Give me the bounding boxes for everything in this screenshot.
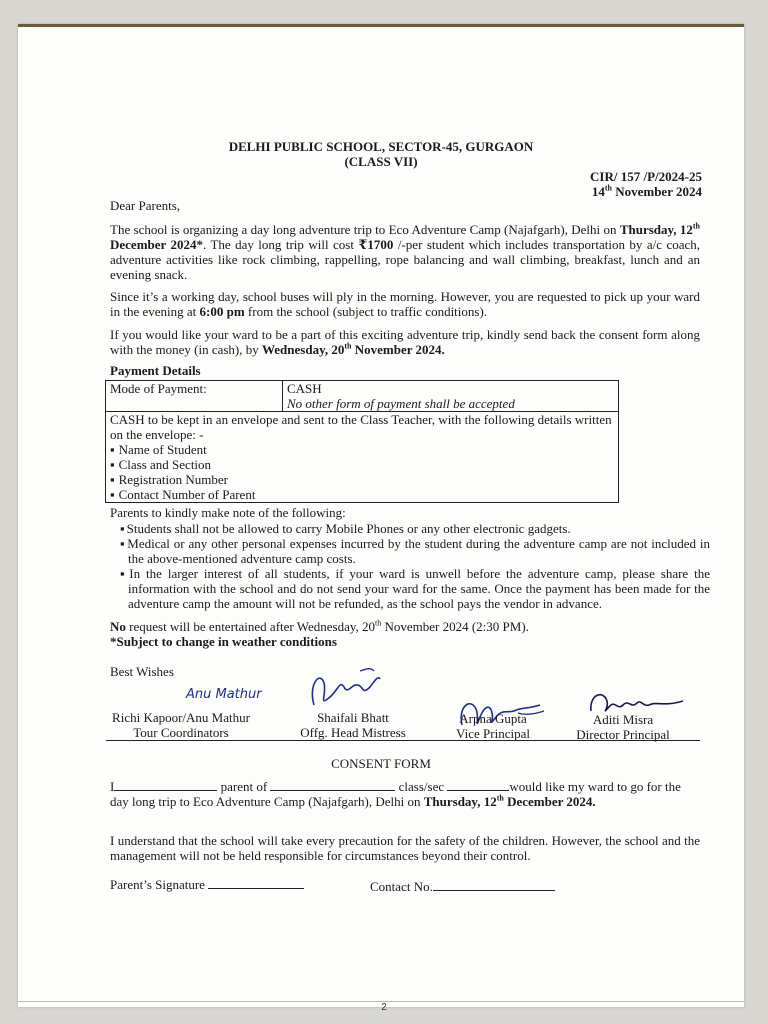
- pickup-paragraph: Since it’s a working day, school buses will ply in the morning. However, you are requested to pick up your ward in the evening at 6:00 pm from the school (subject to traffic conditions).: [110, 289, 700, 319]
- closing: Best Wishes: [110, 664, 174, 679]
- document-page: [18, 24, 744, 1007]
- consent-title: CONSENT FORM: [331, 756, 431, 771]
- payment-instructions: [106, 412, 619, 503]
- list-item: ▪ Medical or any other personal expenses incurred by the student during the adventure camp are not included in the above-mentioned adventure camp costs.: [120, 536, 710, 566]
- payment-mode-cash: CASH: [287, 381, 322, 396]
- envelope-details-list: [110, 442, 614, 502]
- class-section-field[interactable]: [447, 779, 509, 791]
- circular-date: 14th November 2024: [591, 183, 702, 199]
- salutation: Dear Parents,: [110, 198, 181, 213]
- payment-instructions-row: [106, 412, 619, 503]
- consent-paragraph: If you would like your ward to be a part of this exciting adventure trip, kindly send back the consent form along with the money (in cash), by Wednesday, 20th November 2024.: [110, 327, 700, 357]
- trip-paragraph: The school is organizing a day long adventure trip to Eco Adventure Camp (Najafgarh), Delhi on Thursday, 12th December 2024*. The day long trip will cost ₹1700 /-per student which includes transportation by a/c coach, adventure activities like rock climbing, rappelling, rope balancing and wall climbing, breakfast, lunch and an evening snack.: [110, 221, 701, 282]
- notes-intro: Parents to kindly make note of the following:: [110, 505, 346, 520]
- list-item: ▪ Name of Student: [110, 442, 614, 457]
- signatory-name: Richi Kapoor/Anu Mathur: [112, 710, 250, 725]
- parent-signature-field[interactable]: [208, 877, 304, 889]
- signatory-role: Tour Coordinators: [133, 725, 229, 740]
- list-item: ▪ Contact Number of Parent: [110, 487, 614, 502]
- payment-mode-note: No other form of payment shall be accepted: [287, 396, 515, 411]
- payment-instructions-text: CASH to be kept in an envelope and sent to the Class Teacher, with the following details written on the envelope: -: [110, 412, 612, 442]
- signatory-name: Shaifali Bhatt: [317, 710, 389, 725]
- list-item: ▪ In the larger interest of all students, if your ward is unwell before the adventure camp, please share the information with the school and do not send your ward for the same. Once the payment has been made for the adventure camp the amount will not be refunded, as the school pays the vendor in advance.: [120, 566, 710, 611]
- signature-anu-mathur: Anu Mathur: [186, 687, 262, 702]
- signature-shaifali-bhatt: [300, 665, 390, 715]
- signatory-role: Director Principal: [576, 727, 670, 742]
- responsibility-statement: I understand that the school will take every precaution for the safety of the children. However, the school and the management will not be held responsible for circumstances beyond their control.: [110, 833, 700, 863]
- signatory-role: Offg. Head Mistress: [300, 725, 406, 740]
- notes-list: [110, 521, 710, 611]
- contact-number-field[interactable]: [433, 879, 555, 891]
- signatory-role: Vice Principal: [456, 726, 530, 741]
- payment-mode-label: Mode of Payment:: [106, 381, 283, 412]
- page-number: 2: [381, 1002, 387, 1013]
- list-item: ▪ Students shall not be allowed to carry Mobile Phones or any other electronic gadgets.: [120, 521, 710, 536]
- contact-number-line: Contact No.: [370, 879, 555, 894]
- list-item: ▪ Class and Section: [110, 457, 614, 472]
- school-name: DELHI PUBLIC SCHOOL, SECTOR-45, GURGAON: [228, 139, 534, 154]
- parent-signature-line: Parent’s Signature: [110, 877, 304, 892]
- circular-ref: CIR/ 157 /P/2024-25: [590, 169, 702, 184]
- deadline-note: No request will be entertained after Wednesday, 20th November 2024 (2:30 PM).: [110, 618, 529, 634]
- consent-line-1: I parent of class/sec would like my ward to go for the: [110, 779, 681, 794]
- class-label: (CLASS VII): [344, 154, 418, 169]
- consent-line-2: day long trip to Eco Adventure Camp (Najafgarh), Delhi on Thursday, 12th December 2024.: [110, 793, 596, 809]
- payment-mode-value: [283, 381, 619, 412]
- list-item: ▪ Registration Number: [110, 472, 614, 487]
- payment-mode-row: [106, 381, 619, 412]
- ward-name-field[interactable]: [270, 779, 395, 791]
- signatory-name: Aditi Misra: [592, 712, 654, 727]
- payment-heading: Payment Details: [110, 363, 201, 378]
- signatory-name: Arpna Gupta: [459, 711, 527, 726]
- payment-table: [105, 380, 619, 503]
- section-divider: [106, 740, 700, 741]
- name-field[interactable]: [114, 779, 217, 791]
- weather-note: *Subject to change in weather conditions: [110, 634, 337, 649]
